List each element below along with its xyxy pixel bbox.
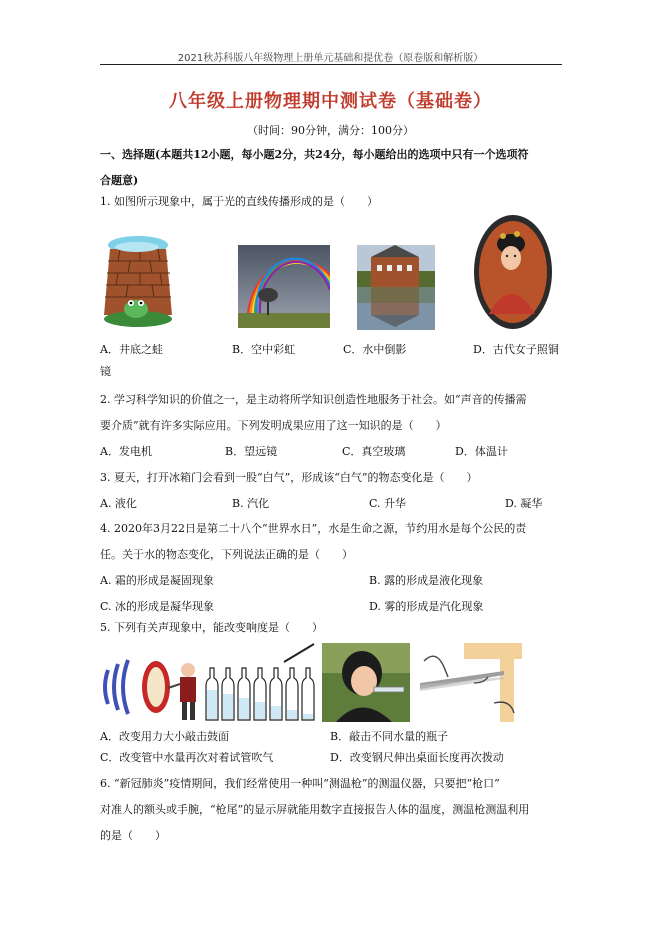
q1-option-b: B．空中彩虹 bbox=[232, 343, 296, 356]
q2-option-d: D．体温计 bbox=[455, 445, 508, 458]
water-reflection-image bbox=[357, 245, 435, 330]
question-4-line1: 4. 2020年3月22日是第二十八个“世界水日”，水是生命之源，节约用水是每个公民的责 bbox=[100, 522, 527, 535]
question-6-line1: 6. “新冠肺炎”疫情期间，我们经常使用一种叫“测温枪”的测温仪器，只要把“枪口” bbox=[100, 777, 500, 790]
rainbow-image bbox=[238, 245, 330, 328]
girl-blowing-tube-image bbox=[322, 643, 410, 722]
question-5-stem: 5. 下列有关声现象中，能改变响度是（ ） bbox=[100, 621, 323, 634]
q4-option-a: A. 霜的形成是凝固现象 bbox=[100, 574, 214, 587]
q5-option-a: A．改变用力大小敲击鼓面 bbox=[100, 730, 229, 743]
page-title: 八年级上册物理期中测试卷（基础卷） bbox=[169, 91, 492, 112]
header-rule bbox=[100, 64, 562, 65]
q4-option-d: D. 雾的形成是汽化现象 bbox=[369, 600, 484, 613]
question-2-line1: 2. 学习科学知识的价值之一，是主动将所学知识创造性地服务于社会。如“声音的传播需 bbox=[100, 393, 527, 406]
q1-option-a: A．井底之蛙 bbox=[100, 343, 163, 356]
section-heading-line2: 合题意) bbox=[100, 174, 139, 187]
q1-option-c: C．水中倒影 bbox=[343, 343, 407, 356]
q3-option-d: D. 凝华 bbox=[505, 497, 543, 510]
running-header: 2021秋苏科版八年级物理上册单元基础和提优卷（原卷版和解析版） bbox=[177, 53, 484, 64]
question-4-line2: 任。关于水的物态变化，下列说法正确的是（ ） bbox=[100, 548, 353, 561]
q5-option-d: D．改变钢尺伸出桌面长度再次拨动 bbox=[330, 751, 504, 764]
q3-option-b: B. 汽化 bbox=[232, 497, 270, 510]
q3-option-c: C. 升华 bbox=[369, 497, 407, 510]
q3-option-a: A. 液化 bbox=[100, 497, 137, 510]
exam-info: （时间：90分钟，满分：100分） bbox=[247, 124, 414, 137]
q1-option-d-continued: 镜 bbox=[100, 365, 111, 378]
question-6-line3: 的是（ ） bbox=[100, 829, 166, 842]
q4-option-b: B. 露的形成是液化现象 bbox=[369, 574, 484, 587]
drum-image bbox=[100, 652, 204, 722]
question-2-line2: 要介质”就有许多实际应用。下列发明成果应用了这一知识的是（ ） bbox=[100, 419, 447, 432]
question-1-stem: 1. 如图所示现象中，属于光的直线传播形成的是（ ） bbox=[100, 195, 378, 208]
section-heading-line1: 一、选择题(本题共12小题，每小题2分，共24分，每小题给出的选项中只有一个选项符 bbox=[100, 148, 529, 161]
bottles-image bbox=[204, 640, 316, 722]
bronze-mirror-woman-image bbox=[473, 214, 553, 330]
steel-ruler-image bbox=[414, 643, 522, 722]
q1-option-d: D．古代女子照铜 bbox=[473, 343, 559, 356]
q5-option-c: C．改变管中水量再次对着试管吹气 bbox=[100, 751, 274, 764]
q2-option-c: C．真空玻璃 bbox=[342, 445, 406, 458]
question-3-stem: 3. 夏天，打开冰箱门会看到一股“白气”，形成该“白气”的物态变化是（ ） bbox=[100, 471, 478, 484]
q2-option-a: A．发电机 bbox=[100, 445, 152, 458]
frog-in-well-image bbox=[100, 235, 177, 328]
q5-option-b: B．敲击不同水量的瓶子 bbox=[330, 730, 449, 743]
question-6-line2: 对准人的额头或手腕，“枪尾”的显示屏就能用数字直接报告人体的温度，测温枪测温利用 bbox=[100, 803, 530, 816]
q4-option-c: C. 冰的形成是凝华现象 bbox=[100, 600, 215, 613]
q2-option-b: B．望远镜 bbox=[225, 445, 278, 458]
